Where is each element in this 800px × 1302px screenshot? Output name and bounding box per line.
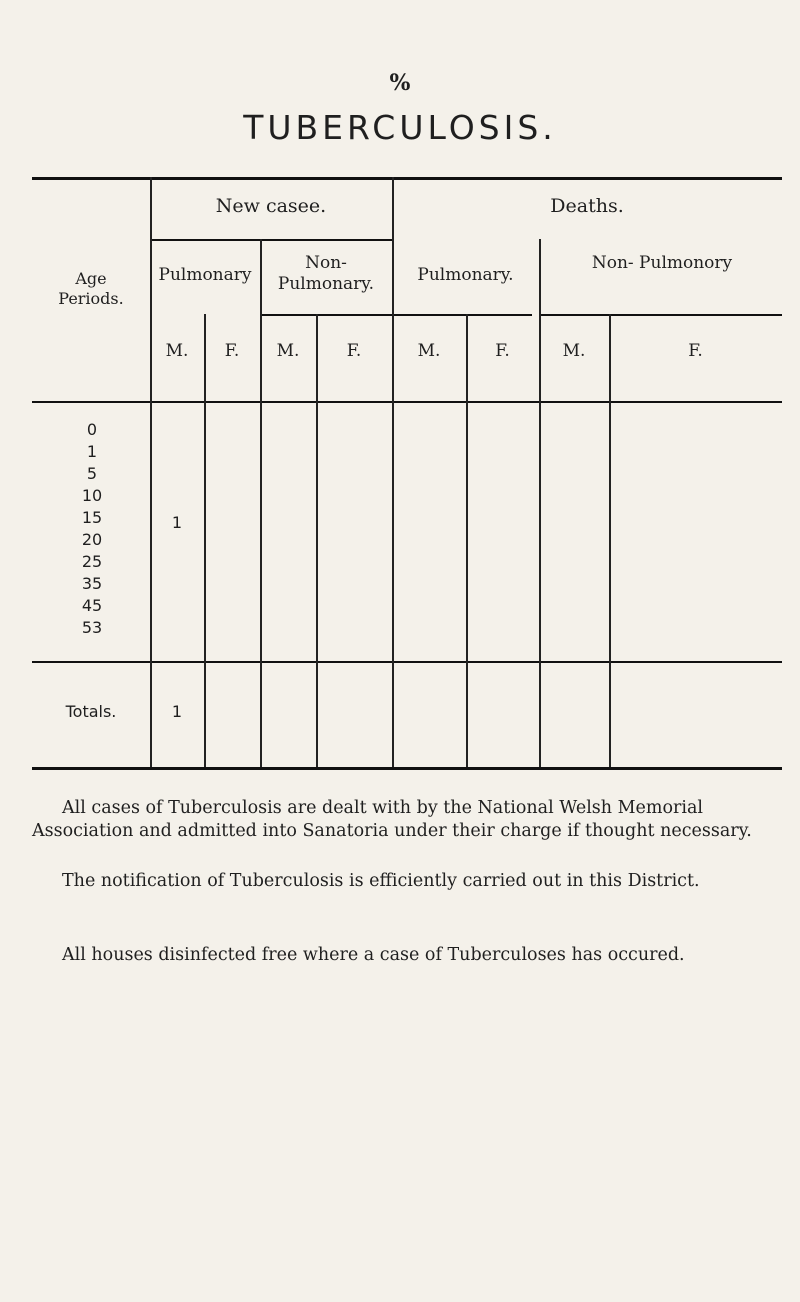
d-pulmonary-header: Pulmonary. <box>417 265 514 285</box>
age-period: 53 <box>81 618 103 637</box>
sex-f-4: F. <box>688 341 703 361</box>
deaths-header: Deaths. <box>550 195 624 217</box>
sex-m-1: M. <box>165 341 189 361</box>
age-periods-list <box>32 419 152 639</box>
age-period: 10 <box>81 486 103 505</box>
vrule-2 <box>204 314 206 767</box>
subgroup-rule-d-pulm <box>392 314 532 316</box>
age-periods-header <box>32 269 150 309</box>
totals-label: Totals. <box>65 702 117 721</box>
subgroup-rule-d-nonpulm <box>539 314 782 316</box>
tuberculosis-table <box>32 177 782 771</box>
sex-m-4: M. <box>562 341 586 361</box>
age-period: 45 <box>81 596 103 615</box>
sex-f-2: F. <box>346 341 362 361</box>
nc-pulmonary-m-value: 1 <box>171 513 183 532</box>
new-cases-header: New casee. <box>215 195 327 217</box>
age-period: 5 <box>86 464 98 483</box>
group-rule-new <box>150 239 392 241</box>
age-period: 35 <box>81 574 103 593</box>
table-bottom-rule <box>32 767 782 770</box>
vrule-4 <box>316 314 318 767</box>
page-marker: % <box>389 70 411 96</box>
header-bottom-rule <box>32 401 782 403</box>
age-period: 20 <box>81 530 103 549</box>
vrule-7 <box>539 239 541 767</box>
subgroup-rule-nonpulm <box>260 314 392 316</box>
totals-nc-pulmonary-m: 1 <box>171 702 183 721</box>
age-period: 1 <box>86 442 98 461</box>
age-period: 25 <box>81 552 103 571</box>
age-period: 15 <box>81 508 103 527</box>
paragraph-sanatoria: All cases of Tuberculosis are dealt with by the National Welsh Memorial Association and admitted into Sanatoria under their charge if thought necessary. <box>32 798 752 841</box>
paragraph-disinfection: All houses disinfected free where a case of Tuberculoses has occured. <box>62 945 685 965</box>
body-bottom-rule <box>32 661 782 663</box>
vrule-8 <box>609 314 611 767</box>
sex-m-2: M. <box>276 341 300 361</box>
table-top-rule <box>32 177 782 180</box>
d-non-pulmonary-header: Non- Pulmonory <box>591 253 733 273</box>
vrule-3 <box>260 239 262 767</box>
sex-f-1: F. <box>224 341 240 361</box>
nc-non-pulmonary-header: Non- Pulmonary. <box>277 253 375 295</box>
nc-pulmonary-header: Pulmonary <box>158 265 252 285</box>
page-title: TUBERCULOSIS. <box>243 108 557 147</box>
paragraph-notification: The notification of Tuberculosis is efficiently carried out in this District. <box>62 871 700 891</box>
sex-f-3: F. <box>495 341 510 361</box>
vrule-6 <box>466 314 468 767</box>
sex-m-3: M. <box>417 341 441 361</box>
age-period: 0 <box>86 420 98 439</box>
age-periods-label: Age Periods. <box>58 269 124 308</box>
